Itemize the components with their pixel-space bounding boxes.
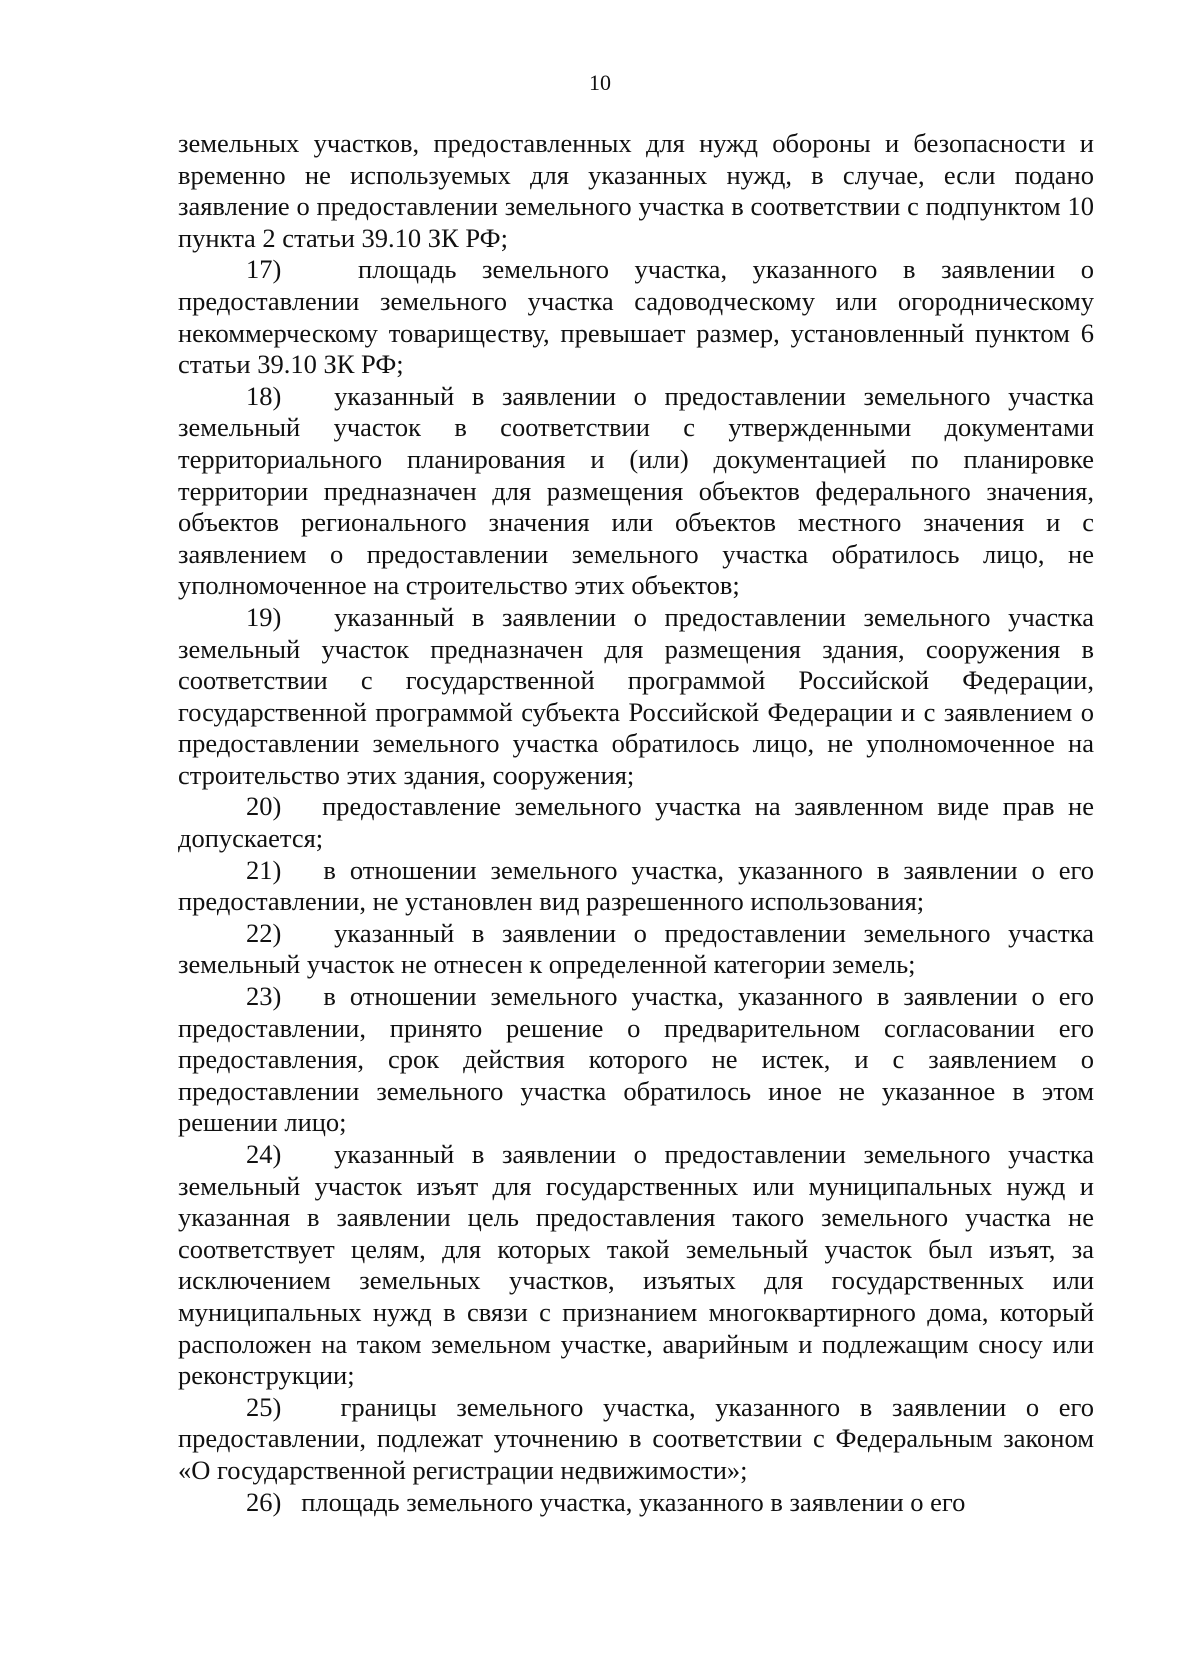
list-item-24 bbox=[178, 1139, 1094, 1392]
item-number: 24) bbox=[246, 1139, 282, 1169]
item-number: 25) bbox=[246, 1391, 282, 1422]
item-number: 17) bbox=[246, 254, 282, 285]
item-text: указанный в заявлении о предоставлении земельного участка земельный участок в соответствии с утвержденными документами территориального планирования и (или) документацией по планировке территории предназначен для размещения объектов федерального значения, объектов регионального значения или объектов местного значения и с заявлением о предоставлении земельного участка обратилось лицо, не уполномоченное на строительство этих объектов; bbox=[178, 380, 1094, 601]
item-number: 18) bbox=[246, 380, 282, 411]
continuation-paragraph: земельных участков, предоставленных для нужд обороны и безопасности и временно не используемых для указанных нужд, в случае, если подано заявление о предоставлении земельного участка в соответствии с подпунктом 10 пункта 2 статьи 39.10 ЗК РФ; bbox=[178, 128, 1094, 253]
list-item-22 bbox=[178, 918, 1094, 981]
item-text: площадь земельного участка, указанного в заявлении о его bbox=[301, 1486, 966, 1517]
list-item-17 bbox=[178, 254, 1094, 380]
item-text: указанный в заявлении о предоставлении земельного участка земельный участок изъят для государственных или муниципальных нужд и указанная в заявлении цель предоставления такого земельного участка не соответствует целям, для которых такой земельный участок был изъят, за исключением земельных участков, изъятых для государственных или муниципальных нужд в связи с признанием многоквартирного дома, который расположен на таком земельном участке, аварийным и подлежащим сносу или реконструкции; bbox=[178, 1139, 1094, 1391]
item-text: площадь земельного участка, указанного в заявлении о предоставлении земельного участка садоводческому или огородническому некоммерческому товариществу, превышает размер, установленный пунктом 6 статьи 39.10 ЗК РФ; bbox=[178, 254, 1094, 380]
item-number: 20) bbox=[246, 791, 282, 822]
list-item-18 bbox=[178, 381, 1094, 602]
item-text: указанный в заявлении о предоставлении земельного участка земельный участок не отнесен к определенной категории земель; bbox=[178, 917, 1094, 980]
list-item-26 bbox=[178, 1487, 1094, 1519]
page-number: 10 bbox=[589, 70, 611, 95]
item-number: 22) bbox=[246, 917, 282, 948]
document-body bbox=[178, 128, 1094, 1518]
item-text: в отношении земельного участка, указанного в заявлении о его предоставлении, не установлен вид разрешенного использования; bbox=[178, 854, 1095, 917]
item-number: 23) bbox=[246, 981, 282, 1012]
item-number: 21) bbox=[246, 854, 282, 885]
item-text: предоставление земельного участка на заявленном виде прав не допускается; bbox=[178, 791, 1094, 854]
item-text: границы земельного участка, указанного в заявлении о его предоставлении, подлежат уточнению в соответствии с Федеральным законом «О государственной регистрации недвижимости»; bbox=[178, 1391, 1095, 1485]
item-number: 26) bbox=[246, 1486, 282, 1517]
item-text: в отношении земельного участка, указанного в заявлении о его предоставлении, принято решение о предварительном согласовании его предоставления, срок действия которого не истек, и с заявлением о предоставлении земельного участка обратилось иное не указанное в этом решении лицо; bbox=[178, 981, 1095, 1138]
item-text: указанный в заявлении о предоставлении земельного участка земельный участок предназначен для размещения здания, сооружения в соответствии с государственной программой Российской Федерации, государственной программой субъекта Российской Федерации и с заявлением о предоставлении земельного участка обратилось лицо, не уполномоченное на строительство этих здания, сооружения; bbox=[178, 601, 1094, 790]
list-item-21 bbox=[178, 855, 1094, 918]
list-item-20 bbox=[178, 791, 1094, 854]
list-item-23 bbox=[178, 981, 1094, 1139]
list-item-19 bbox=[178, 602, 1094, 792]
item-number: 19) bbox=[246, 601, 282, 632]
list-item-25 bbox=[178, 1392, 1094, 1487]
